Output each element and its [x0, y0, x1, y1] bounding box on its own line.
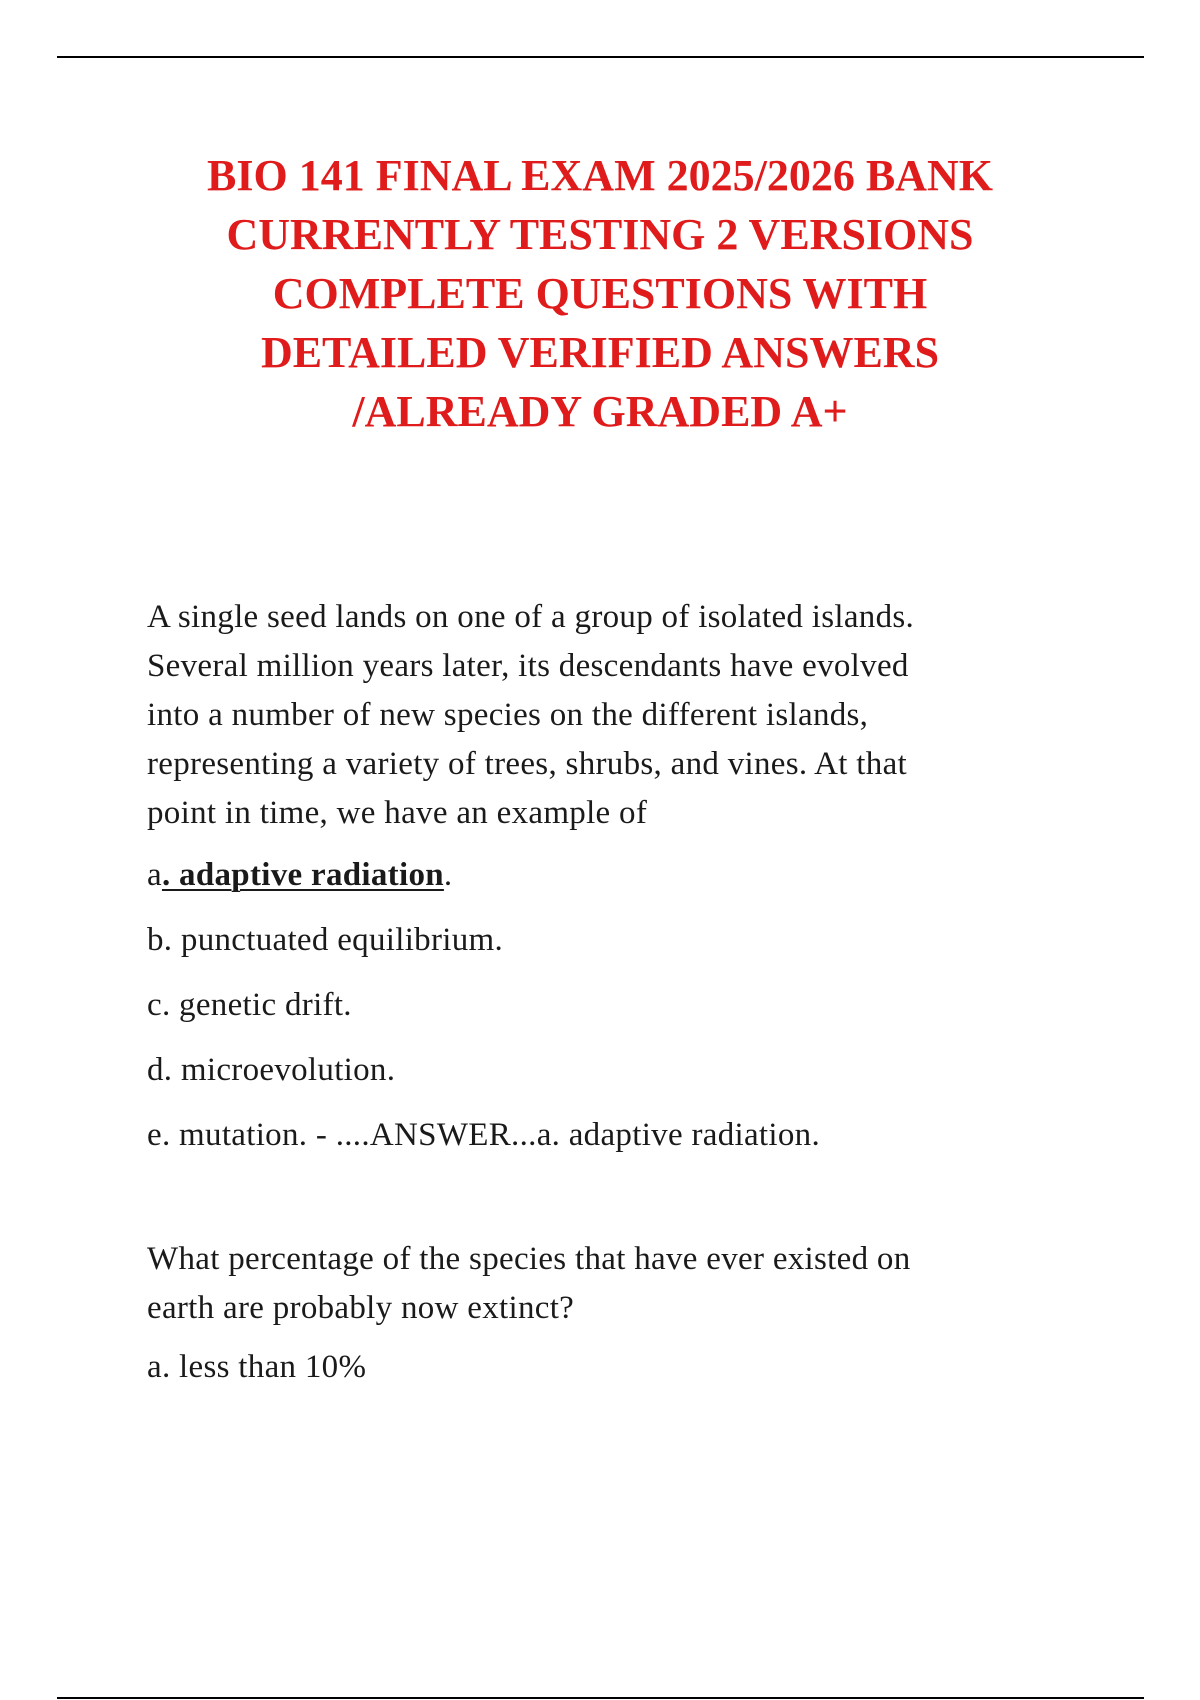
- title-line: /ALREADY GRADED A+: [352, 387, 848, 436]
- question-text: [147, 593, 1077, 838]
- answer-option-d: d. microevolution.: [147, 1052, 396, 1088]
- question-text: [147, 1235, 1077, 1333]
- question-1: [147, 593, 1077, 1155]
- title-line: CURRENTLY TESTING 2 VERSIONS: [226, 210, 974, 259]
- bottom-rule: [57, 1697, 1144, 1699]
- option-a-letter: a: [147, 857, 162, 893]
- question-line: What percentage of the species that have ever existed on: [147, 1241, 911, 1277]
- answer-option-b: b. punctuated equilibrium.: [147, 922, 504, 958]
- option-a-correct-answer: . adaptive radiation: [161, 857, 444, 893]
- question-line: earth are probably now extinct?: [147, 1290, 575, 1326]
- question-line: point in time, we have an example of: [147, 795, 648, 831]
- question-line: Several million years later, its descendants have evolved: [147, 648, 909, 684]
- question-2: [147, 1235, 1077, 1387]
- document-title: [140, 146, 1060, 441]
- question-line: into a number of new species on the different islands,: [147, 697, 869, 733]
- answer-option-c: c. genetic drift.: [147, 987, 352, 1023]
- option-a-period: .: [443, 857, 453, 893]
- question-line: representing a variety of trees, shrubs, and vines. At that: [147, 746, 907, 782]
- answer-option-a: [147, 855, 1077, 895]
- top-rule: [57, 56, 1144, 58]
- title-line: DETAILED VERIFIED ANSWERS: [260, 328, 940, 377]
- title-line: COMPLETE QUESTIONS WITH: [272, 269, 928, 318]
- exam-content: [147, 593, 1077, 1387]
- answer-option-a: a. less than 10%: [147, 1349, 367, 1385]
- question-line: A single seed lands on one of a group of isolated islands.: [147, 599, 915, 635]
- title-line: BIO 141 FINAL EXAM 2025/2026 BANK: [207, 151, 993, 200]
- answer-option-e-with-answer: e. mutation. - ....ANSWER...a. adaptive radiation.: [147, 1117, 821, 1153]
